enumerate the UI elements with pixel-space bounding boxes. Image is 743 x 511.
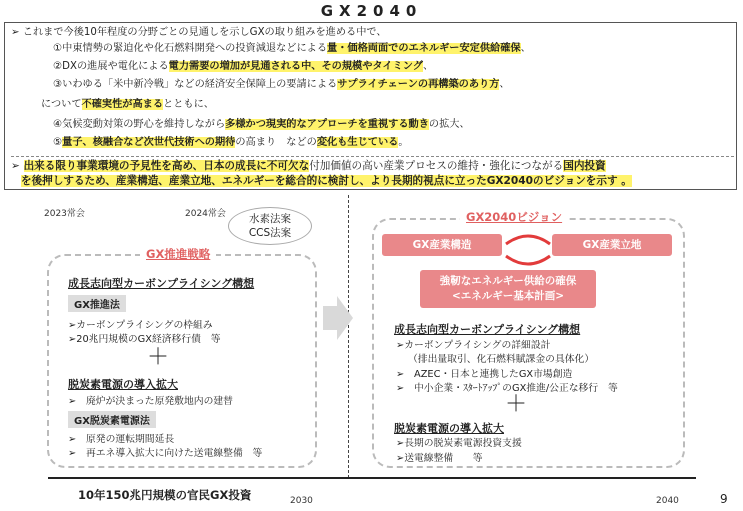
right-arrow-icon xyxy=(323,296,353,340)
left-item-5: ➢ 再エネ導入拡大に向けた送電線整備 等 xyxy=(68,448,263,459)
year-2030: 2030 xyxy=(290,496,313,506)
left-item-3: ➢ 廃炉が決まった原発敷地内の建替 xyxy=(68,396,233,407)
gx2040-vision-title: GX2040ビジョン xyxy=(460,209,568,225)
left-item-4: ➢ 原発の運転期間延長 xyxy=(68,434,175,445)
year-2023: 2023常会 xyxy=(44,209,85,219)
gx-decarb-law-tag: GX脱炭素電源法 xyxy=(68,411,156,428)
gx-strategy-title: GX推進戦略 xyxy=(140,246,216,262)
hydrogen-law: 水素法案 xyxy=(249,213,291,225)
law-bubble xyxy=(228,207,312,245)
timeline-axis xyxy=(48,477,696,479)
left-heading-cp: 成長志向型カーボンプライシング構想 xyxy=(68,277,255,290)
gx-industry-location: GX産業立地 xyxy=(552,234,672,256)
right-item-5: ➢長期の脱炭素電源投資支援 xyxy=(396,438,522,449)
right-item-3: ➢ AZEC・日本と連携したGX市場創造 xyxy=(396,369,573,380)
uncertainty-line: について不確実性が高まるとともに、 xyxy=(41,99,214,110)
plus-icon-right: ＋ xyxy=(505,392,528,417)
right-item-4: ➢ 中小企業・ｽﾀｰﾄｱｯﾌﾟのGX推進/公正な移行 等 xyxy=(396,383,618,394)
plus-icon: ＋ xyxy=(147,345,170,370)
ccs-law: CCS法案 xyxy=(248,227,292,239)
year-2040: 2040 xyxy=(656,496,679,506)
right-heading-decarb: 脱炭素電源の導入拡大 xyxy=(394,422,504,435)
right-item-6: ➢送電線整備 等 xyxy=(396,453,483,464)
item-5: ⑤量子、核融合など次世代技術への期待の高まり などの変化も生じている。 xyxy=(53,137,409,148)
right-heading-cp: 成長志向型カーボンプライシング構想 xyxy=(394,323,581,336)
gx-promotion-law-tag: GX推進法 xyxy=(68,295,126,312)
right-item-1: ➢カーボンプライシングの詳細設計 xyxy=(396,340,551,351)
item-3: ③いわゆる「米中新冷戦」などの経済安全保障上の要請によるサプライチェーンの再構築のあり方、 xyxy=(53,79,510,90)
intro-line: ➢ これまで今後10年程度の分野ごとの見通しを示しGXの取り組みを進める中で、 xyxy=(11,27,387,38)
page-title: GX2040 xyxy=(320,2,423,20)
conclusion xyxy=(11,156,734,188)
page-number: 9 xyxy=(720,492,728,506)
left-item-1: ➢カーボンプライシングの枠組み xyxy=(68,320,213,331)
bullet-arrow-icon: ➢ xyxy=(11,27,23,38)
summary-box xyxy=(4,22,737,190)
conclusion-line-1: ➢ 出来る限り事業環境の予見性を高め、日本の成長に不可欠な付加価値の高い産業プロセスの維持・強化につながる国内投資 xyxy=(11,160,606,172)
item-2: ②DXの進展や電化による電力需要の増加が見通される中、その規模やタイミング、 xyxy=(53,61,434,72)
item-1: ①中東情勢の緊迫化や化石燃料開発への投資減退などによる量・価格両面でのエネルギー安定供給確保、 xyxy=(53,43,531,54)
conclusion-line-2: を後押しするため、産業構造、産業立地、エネルギーを総合的に検討し、より長期的視点に立ったGX2040のビジョンを示す 。 xyxy=(21,175,632,187)
gx-industry-structure: GX産業構造 xyxy=(382,234,502,256)
investment-label: 10年150兆円規模の官民GX投資 xyxy=(78,488,252,502)
item-4: ④気候変動対策の野心を維持しながら多様かつ現実的なアプローチを重視する動きの拡大、 xyxy=(53,119,470,130)
year-2024: 2024常会 xyxy=(185,209,226,219)
left-heading-decarb: 脱炭素電源の導入拡大 xyxy=(68,378,178,391)
left-item-2: ➢20兆円規模のGX経済移行債 等 xyxy=(68,334,221,345)
energy-supply-pill: 強靭なエネルギー供給の確保 <エネルギー基本計画> xyxy=(420,270,596,308)
right-item-2: （排出量取引、化石燃料賦課金の具体化） xyxy=(408,354,595,365)
